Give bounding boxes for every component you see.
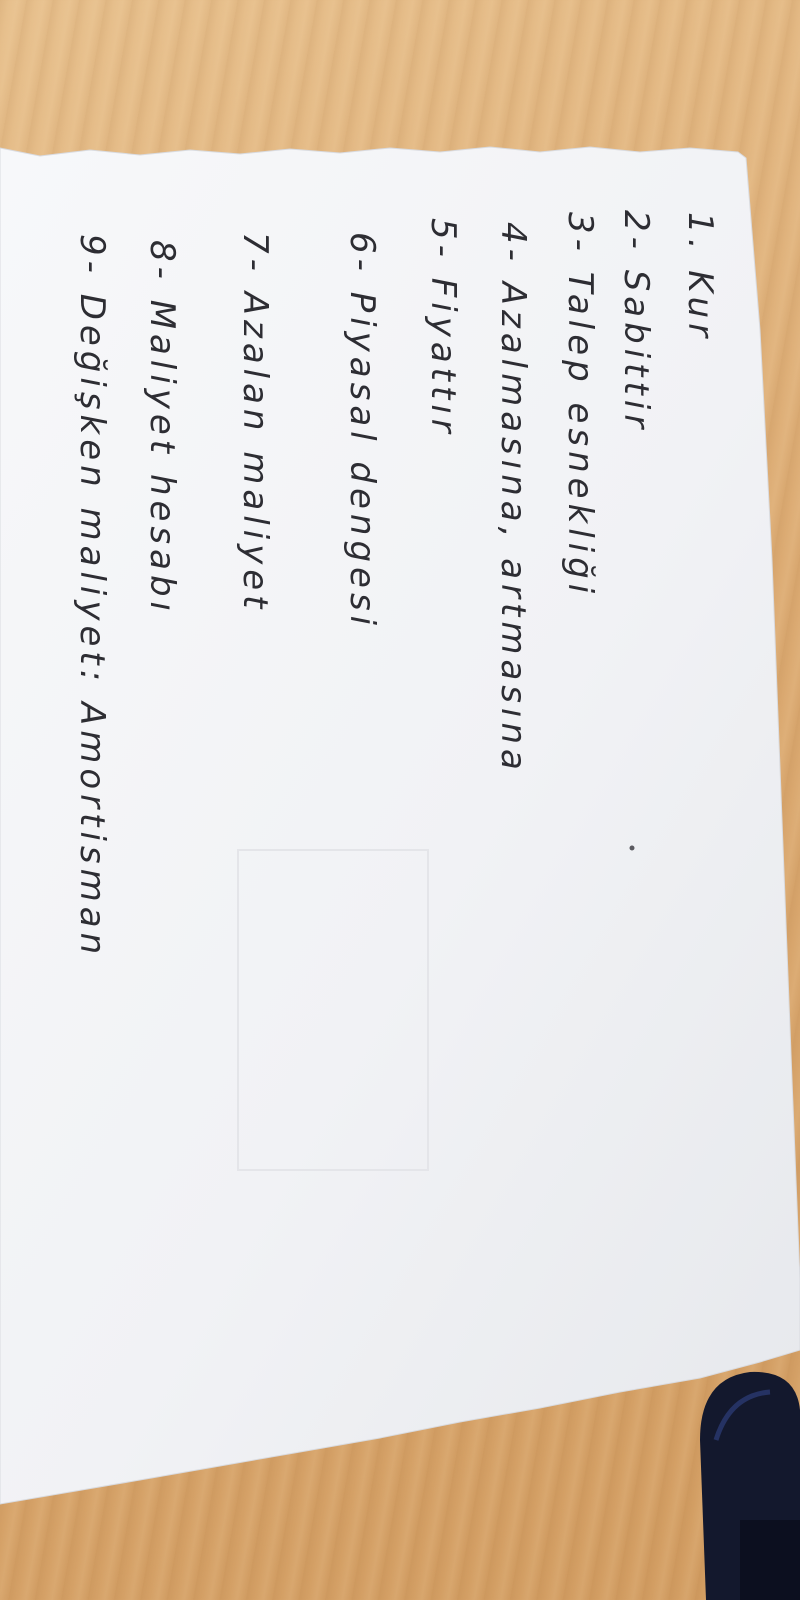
note-line-3: 3- Talep esnekliği bbox=[560, 212, 600, 599]
note-line-4: 4- Azalmasına, artmasına bbox=[493, 222, 533, 775]
note-line-6: 6- Piyasal dengesi bbox=[342, 232, 382, 631]
note-line-8: 8- Maliyet hesabı bbox=[142, 240, 182, 616]
note-line-2: 2- Sabittir bbox=[616, 210, 656, 434]
note-line-9: 9- Değişken maliyet: Amortisman bbox=[72, 234, 112, 960]
note-line-5: 5- Fiyattır bbox=[423, 218, 463, 438]
note-line-1: 1. Kur bbox=[680, 212, 720, 343]
note-line-7: 7- Azalan maliyet bbox=[235, 232, 275, 614]
